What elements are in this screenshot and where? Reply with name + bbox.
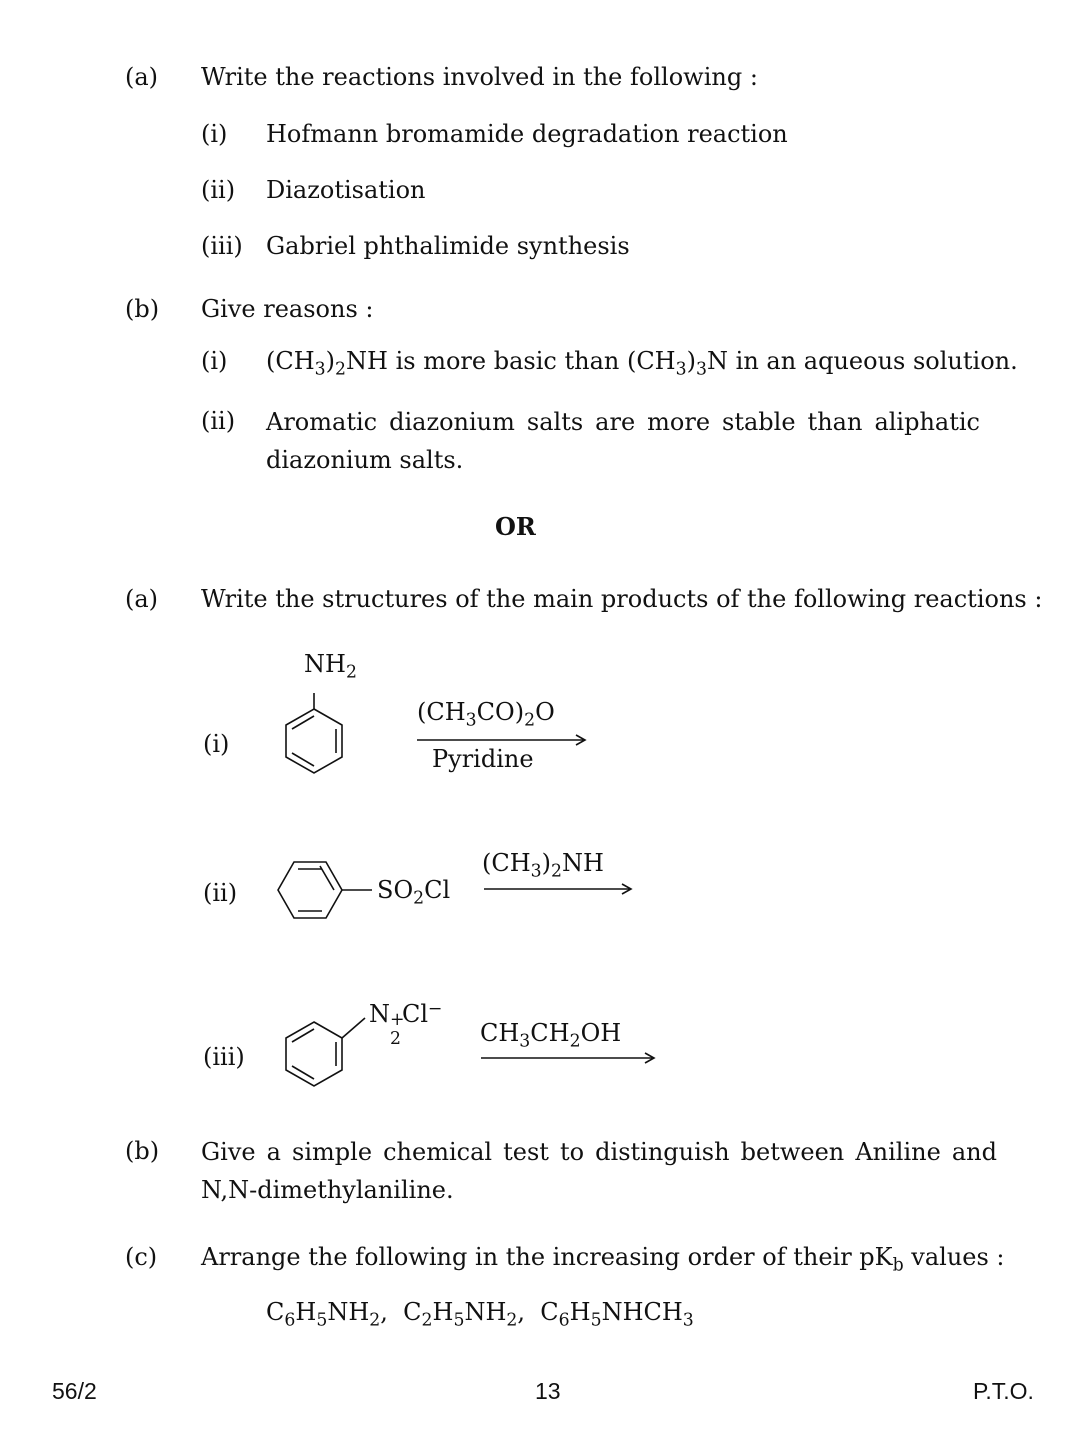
q-b-label: (b) [125,295,160,323]
q2-c-prompt: Arrange the following in the increasing order of their $pK_b$ values : [201,1243,1005,1276]
q-b-ii-text: Aromatic diazonium salts are more stable than aliphatic diazonium salts. [266,408,980,474]
q-b-i-text-2: in an aqueous solution. [735,347,1018,375]
q-b-ii-num: (ii) [201,407,236,435]
reaction-i-reagent-top: $(CH_3CO)_2O$ [417,698,555,731]
reaction-i-reagent-bottom: Pyridine [432,745,534,773]
reaction-ii-substituent: $SO_2Cl$ [377,876,451,909]
reaction-i-num: (i) [203,730,230,758]
q-a-i-num: (i) [201,120,228,148]
reaction-ii-reagent-top: $(CH_3)_2NH$ [482,849,604,882]
q-a-label: (a) [125,63,159,91]
q-b-i-text-1: is more basic than [395,347,620,375]
footer-paper-code: 56/2 [52,1378,97,1404]
footer-page-number: 13 [535,1378,561,1404]
q2-b-label: (b) [125,1137,160,1165]
q2-c-label: (c) [125,1243,158,1271]
q-a-iii-text: Gabriel phthalimide synthesis [266,232,630,260]
q-a-iii-num: (iii) [201,232,243,260]
q-a-ii-text: Diazotisation [266,176,426,204]
q2-a-prompt: Write the structures of the main products of the following reactions : [201,585,1043,613]
q2-a-label: (a) [125,585,159,613]
reaction-iii-substituent: N + 2 Cl− [369,999,443,1049]
q-b-i-num: (i) [201,347,228,375]
q-a-prompt: Write the reactions involved in the following : [201,63,758,91]
reaction-iii-num: (iii) [203,1043,245,1071]
q-b-i-text: $(CH_3)_2NH$ is more basic than $(CH_3)_3N$ in an aqueous solution. [266,347,1018,380]
reaction-ii-num: (ii) [203,879,238,907]
reaction-i-substituent: $NH_2$ [304,650,357,683]
reaction-iii-reagent-top: $CH_3CH_2OH$ [480,1019,622,1052]
q2-c-compounds: $C_6H_5NH_2$, $C_2H_5NH_2$, $C_6H_5NHCH_3$ [266,1298,694,1331]
q2-b-text: Give a simple chemical test to distinguish between Aniline and N,N-dimethylaniline. [201,1138,997,1204]
q-b-prompt: Give reasons : [201,295,374,323]
q-a-ii-num: (ii) [201,176,236,204]
q-a-i-text: Hofmann bromamide degradation reaction [266,120,788,148]
footer-pto: P.T.O. [973,1378,1034,1404]
or-separator: OR [495,512,536,541]
